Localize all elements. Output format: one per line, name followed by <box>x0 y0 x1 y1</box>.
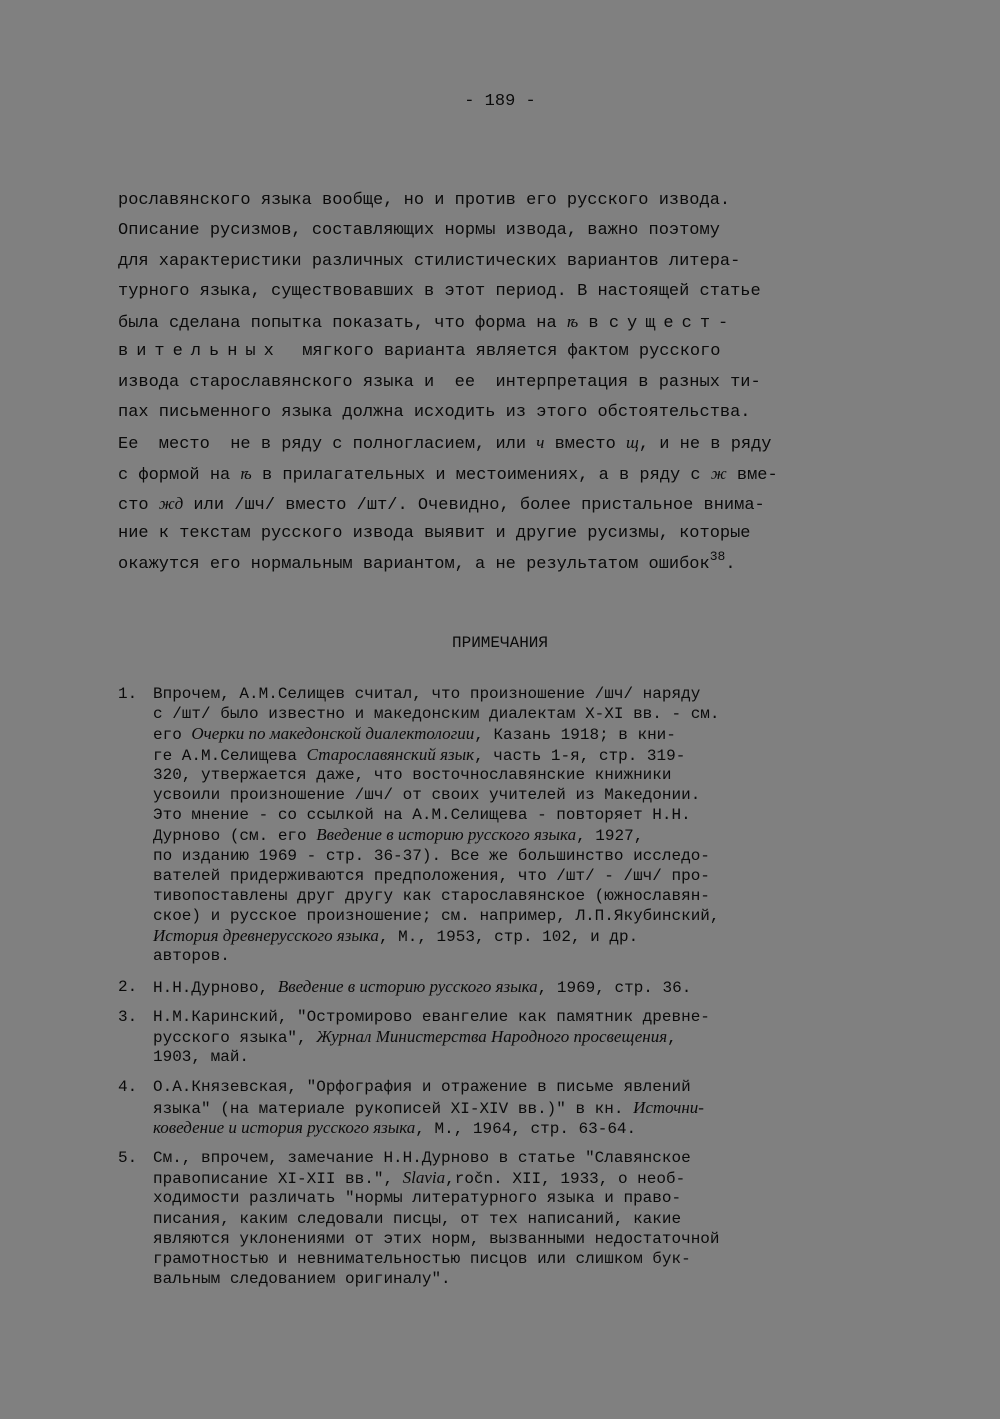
note-line: Н.М.Каринский, "Остромирово евангелие как памятник древне- <box>153 1007 710 1026</box>
body-line <box>118 337 888 367</box>
body-line: извода старославянского языка и ее интерпретация в разных ти- <box>118 372 761 392</box>
text-run: ге А.М.Селищева <box>153 746 307 765</box>
note-text <box>153 1077 893 1138</box>
text-run: Н.Н.Дурново, <box>153 978 278 997</box>
text-run: , 1969, стр. 36. <box>537 978 692 997</box>
italic-title: Slavia <box>402 1168 446 1188</box>
spaced-word: сущест- <box>608 314 737 334</box>
body-paragraph <box>118 186 888 580</box>
note-item <box>118 684 898 967</box>
note-number: 4. <box>118 1078 138 1097</box>
note-line: писания, каким следовали писцы, от тех написаний, какие <box>153 1209 682 1228</box>
body-line: Описание русизмов, составляющих нормы извода, важно поэтому <box>118 221 720 241</box>
italic-letter: ч <box>536 433 545 453</box>
text-run: с формой на <box>118 465 241 485</box>
note-number: 3. <box>118 1007 138 1026</box>
text-run: окажутся его нормальным вариантом, а не результатом ошибок <box>118 554 710 574</box>
note-line: авторов. <box>153 947 230 966</box>
italic-title: Введение в историю русского языка <box>316 825 577 845</box>
note-line: вальным следованием оригиналу". <box>153 1270 451 1289</box>
notes-list <box>118 684 898 1299</box>
note-text <box>153 1007 893 1068</box>
text-run: , 1927, <box>576 827 644 846</box>
note-line: по изданию 1969 - стр. 36-37). Все же большинство исследо- <box>153 846 710 865</box>
note-line: Это мнение - со ссылкой на А.М.Селищева - повторяет Н.Н. <box>153 806 691 825</box>
text-run: была сделана попытка показать, что форма на <box>118 314 567 334</box>
italic-title: коведение и история русского языка <box>153 1117 416 1137</box>
text-run: Дурново (см. его <box>153 827 317 846</box>
note-item <box>118 977 898 997</box>
note-line: тивопоставлены друг другу как старославянское (южнославян- <box>153 886 710 905</box>
text-run: , и не в ряду <box>638 435 772 455</box>
text-run: правописание XI-XII вв.", <box>153 1170 403 1189</box>
note-line <box>153 1168 893 1188</box>
note-number: 2. <box>118 977 138 996</box>
note-line: Впрочем, А.М.Селищев считал, что произношение /шч/ наряду <box>153 685 701 703</box>
note-text <box>153 1148 893 1289</box>
text-run: в <box>578 314 609 334</box>
text-run: языка" (на материале рукописей XI-XIV вв.)" в кн. <box>153 1099 634 1118</box>
note-line: усвоили произношение /шч/ от своих учителей из Македонии. <box>153 785 701 804</box>
note-line: 320, утвержается даже, что восточнославянские книжники <box>153 765 672 784</box>
text-run: мягкого варианта является фактом русского <box>281 342 721 362</box>
note-number: 1. <box>118 685 138 703</box>
note-line: ходимости различать "нормы литературного языка и право- <box>153 1189 682 1208</box>
text-run: вместо <box>544 435 627 455</box>
note-line <box>153 1098 893 1118</box>
spaced-word: вительных <box>118 342 282 362</box>
text-run: , Казань 1918; в кни- <box>474 726 676 745</box>
note-line: ское) и русское произношение; см. например, Л.П.Якубинский, <box>153 907 720 926</box>
text-run: Ее место не в ряду с полногласием, или <box>118 435 537 455</box>
note-line: грамотностью и невнимательностью писцов или слишком бук- <box>153 1249 691 1268</box>
text-run: , М., 1964, стр. 63-64. <box>415 1119 637 1138</box>
yat-letter: ѣ <box>566 312 579 332</box>
italic-title: История древнерусского языка <box>153 926 379 946</box>
note-text <box>153 684 893 967</box>
text-run: его <box>153 726 192 745</box>
body-line: турного языка, существовавших в этот период. В настоящей статье <box>118 281 761 301</box>
note-line <box>153 926 893 946</box>
text-run: вме- <box>726 465 778 485</box>
note-item <box>118 1148 898 1289</box>
note-line <box>153 825 893 845</box>
text-run: сто <box>118 495 159 515</box>
note-line: 1903, май. <box>153 1048 250 1067</box>
page-number: - 189 - <box>464 92 536 111</box>
note-number: 5. <box>118 1148 138 1167</box>
body-line <box>118 459 888 489</box>
note-item <box>118 1077 898 1138</box>
text-run: , часть 1-я, стр. 319- <box>474 746 686 765</box>
italic-title: Очерки по македонской диалектологии <box>191 724 475 744</box>
italic-letter: щ <box>626 433 639 453</box>
note-line <box>153 745 893 765</box>
text-run: в прилагательных и местоимениях, а в ряду с <box>251 465 711 485</box>
italic-title: Журнал Министерства Народного просвещения <box>316 1027 668 1046</box>
italic-title: Введение в историю русского языка <box>277 976 538 996</box>
text-run: , <box>667 1029 677 1047</box>
text-run: ,ročn. XII, 1933, о необ- <box>445 1170 686 1189</box>
body-line <box>118 550 888 580</box>
text-run: или /шч/ вместо /шт/. Очевидно, более пристальное внима- <box>183 495 765 515</box>
note-item <box>118 1007 898 1068</box>
yat-letter: ѣ <box>240 463 252 483</box>
note-line: О.А.Князевская, "Орфография и отражение в письме явлений <box>153 1078 691 1097</box>
note-line: с /шт/ было известно и македонским диалектам X-XI вв. - см. <box>153 705 720 724</box>
body-line: рославянского языка вообще, но и против его русского извода. <box>118 191 731 210</box>
italic-letter: жд <box>158 493 184 513</box>
note-line <box>153 977 893 997</box>
italic-letter: ж <box>710 463 727 483</box>
body-line <box>118 307 888 337</box>
note-line <box>153 1027 893 1047</box>
note-line <box>153 1118 893 1138</box>
note-text <box>153 977 893 997</box>
note-line <box>153 724 893 744</box>
notes-heading: ПРИМЕЧАНИЯ <box>451 634 548 652</box>
text-run: русского языка", <box>153 1029 317 1047</box>
body-line: пах письменного языка должна исходить из этого обстоятельства. <box>118 403 751 423</box>
body-line: ние к текстам русского извода выявит и другие русизмы, которые <box>118 524 751 544</box>
italic-title: Источни- <box>633 1097 704 1117</box>
note-line: являются уклонениями от этих норм, вызванными недостаточной <box>153 1229 720 1248</box>
text-run: . <box>725 554 736 574</box>
body-line <box>118 428 888 458</box>
text-run: , М., 1953, стр. 102, и др. <box>378 928 639 947</box>
body-line: для характеристики различных стилистических вариантов литера- <box>118 251 741 271</box>
note-line: вателей придерживаются предположения, что /шт/ - /шч/ про- <box>153 866 710 885</box>
italic-title: Старославянский язык <box>306 744 475 764</box>
note-line: См., впрочем, замечание Н.Н.Дурново в статье "Славянское <box>153 1148 691 1167</box>
body-line <box>118 489 888 519</box>
footnote-ref[interactable]: 38 <box>709 548 726 564</box>
